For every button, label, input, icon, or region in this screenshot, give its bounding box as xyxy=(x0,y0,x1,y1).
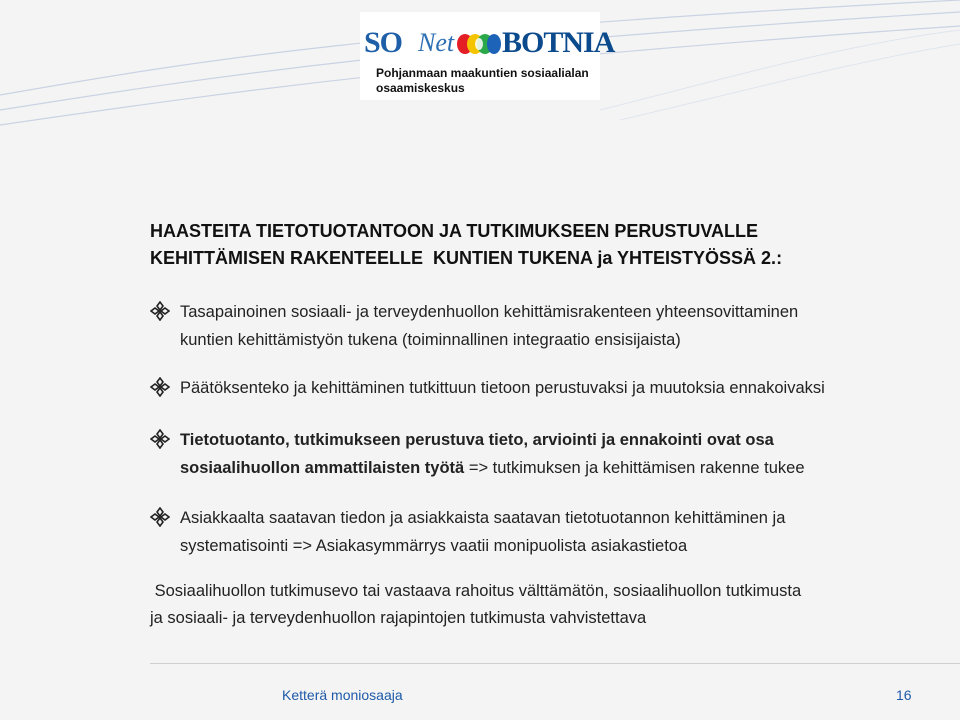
bullet-text-line: Tasapainoinen sosiaali- ja terveydenhuollon kehittämisrakenteen yhteensovittaminen xyxy=(180,303,799,321)
logo-subtitle-line1: Pohjanmaan maakuntien sosiaalialan xyxy=(376,66,589,80)
logo-subtitle-line2: osaamiskeskus xyxy=(376,81,465,95)
footer-divider xyxy=(150,663,960,664)
diamond-bullet-icon xyxy=(150,429,170,449)
closing-paragraph-line2: ja sosiaali- ja terveydenhuollon rajapintojen tutkimusta vahvistettava xyxy=(150,609,647,627)
page-number: 16 xyxy=(896,687,912,703)
logo-subtitle xyxy=(376,66,596,96)
bullet-text-line: systematisointi => Asiakasymmärrys vaatii monipuolista asiakastietoa xyxy=(180,537,688,555)
diamond-bullet-icon xyxy=(150,301,170,321)
logo-text-net: Net xyxy=(418,28,455,57)
slide-title-line2: KEHITTÄMISEN RAKENTEELLE KUNTIEN TUKENA ja YHTEISTYÖSSÄ 2.: xyxy=(150,248,783,268)
bullet-text-line xyxy=(180,454,940,482)
footer-label: Ketterä moniosaaja xyxy=(282,687,403,703)
diamond-bullet-icon xyxy=(150,507,170,527)
bullet-text-line: Asiakkaalta saatavan tiedon ja asiakkaista saatavan tietotuotannon kehittäminen ja xyxy=(180,509,786,527)
bullet-text-line: kuntien kehittämistyön tukena (toiminnallinen integraatio ensisijaista) xyxy=(180,331,681,349)
logo-text-so: SO xyxy=(364,26,403,59)
diamond-bullet-icon xyxy=(150,377,170,397)
sonet-botnia-logo xyxy=(360,12,615,100)
closing-paragraph-line1: Sosiaalihuollon tutkimusevo tai vastaava rahoitus välttämätön, sosiaalihuollon tutkimusta xyxy=(150,582,802,600)
logo-ovals-icon xyxy=(456,32,502,56)
bullet-text-line: Päätöksenteko ja kehittäminen tutkittuun tietoon perustuvaksi ja muutoksia ennakoivaksi xyxy=(180,379,825,397)
bullet-text-line: Tietotuotanto, tutkimukseen perustuva tieto, arviointi ja ennakointi ovat osa xyxy=(180,431,774,449)
bullet-text-rest: => tutkimuksen ja kehittämisen rakenne tukee xyxy=(464,459,805,477)
closing-paragraph xyxy=(150,578,940,632)
slide-title xyxy=(150,218,890,272)
logo-text-botnia: BOTNIA xyxy=(502,26,615,59)
slide-title-line1: HAASTEITA TIETOTUOTANTOON JA TUTKIMUKSEEN PERUSTUVALLE xyxy=(150,221,759,241)
bullet-text-bold: sosiaalihuollon ammattilaisten työtä xyxy=(180,459,465,477)
